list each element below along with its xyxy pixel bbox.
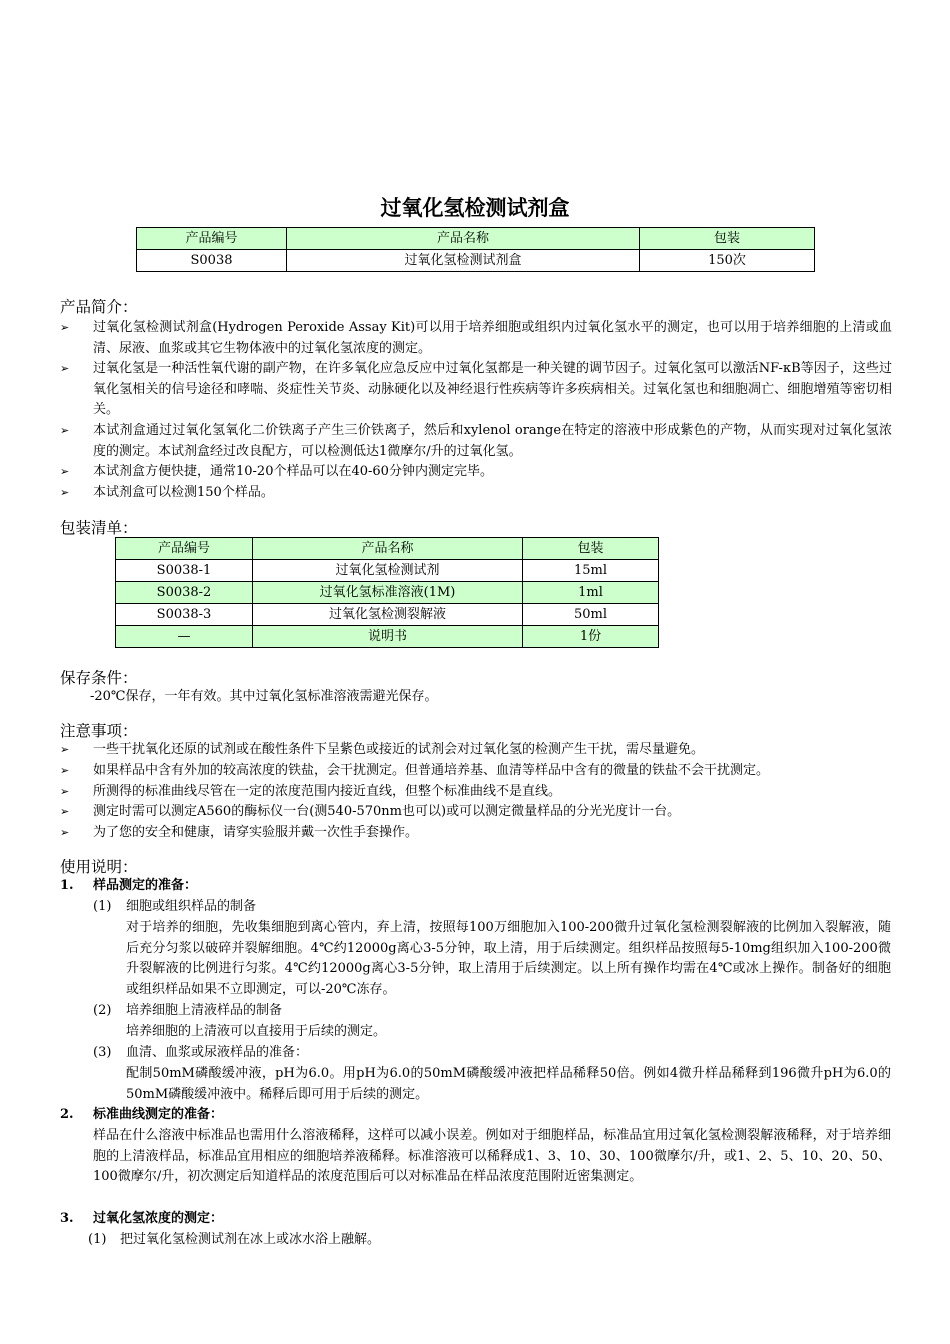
step-number: 1. (60, 878, 74, 893)
note-bullet (60, 802, 892, 823)
table-cell: 过氧化氢标准溶液(1M) (253, 582, 523, 604)
section-heading-notes: 注意事项： (60, 722, 138, 740)
substep-number: (3) (93, 1045, 112, 1060)
table-cell: 50ml (523, 604, 659, 626)
table-row (116, 582, 659, 604)
substep-number: (1) (93, 899, 112, 914)
intro-bullet (60, 318, 892, 359)
section-heading-storage: 保存条件： (60, 669, 138, 687)
substep-text: 培养细胞的上清液可以直接用于后续的测定。 (126, 1024, 387, 1039)
note-bullet (60, 761, 892, 782)
arrow-bullet-icon: ➢ (60, 321, 70, 334)
product-table-header (137, 228, 815, 250)
header-cell: 产品编号 (116, 538, 253, 560)
table-cell: 15ml (523, 560, 659, 582)
note-bullet (60, 740, 892, 761)
header-cell: 产品编号 (137, 228, 287, 250)
header-cell: 产品名称 (253, 538, 523, 560)
step-number: 2. (60, 1107, 74, 1122)
note-bullet (60, 782, 892, 803)
table-cell: 1ml (523, 582, 659, 604)
packing-table (115, 537, 659, 648)
packing-table-header (116, 538, 659, 560)
arrow-bullet-icon: ➢ (60, 743, 70, 756)
header-cell: 包装 (523, 538, 659, 560)
substep-number: (2) (93, 1003, 112, 1018)
header-cell: 包装 (640, 228, 815, 250)
arrow-bullet-icon: ➢ (60, 826, 70, 839)
arrow-bullet-icon: ➢ (60, 424, 70, 437)
intro-bullet (60, 359, 892, 421)
table-cell: 过氧化氢检测试剂盒 (287, 250, 640, 272)
intro-bullet (60, 462, 892, 483)
table-cell: 1份 (523, 626, 659, 648)
substep-text: 配制50mM磷酸缓冲液，pH为6.0。用pH为6.0的50mM磷酸缓冲液把样品稀释50倍。例如4微升样品稀释到196微升pH为6.0的50mM磷酸缓冲液中。稀释后即可用于后续的测定。 (126, 1066, 891, 1102)
arrow-bullet-icon: ➢ (60, 486, 70, 499)
table-cell: 150次 (640, 250, 815, 272)
bullet-text: 所测得的标准曲线尽管在一定的浓度范围内接近直线，但整个标准曲线不是直线。 (93, 784, 562, 799)
substep-title: 细胞或组织样品的制备 (126, 899, 257, 914)
table-cell: S0038-1 (116, 560, 253, 582)
bullet-text: 一些干扰氧化还原的试剂或在酸性条件下呈紫色或接近的试剂会对过氧化氢的检测产生干扰，需尽量避免。 (93, 742, 705, 757)
section-heading-usage: 使用说明： (60, 858, 138, 876)
arrow-bullet-icon: ➢ (60, 785, 70, 798)
table-row (116, 560, 659, 582)
substep-title: 血清、血浆或尿液样品的准备： (126, 1045, 309, 1060)
step-title: 样品测定的准备： (93, 878, 198, 893)
section-heading-intro: 产品简介： (60, 298, 138, 316)
product-table (136, 227, 815, 272)
bullet-text: 本试剂盒可以检测150个样品。 (93, 485, 274, 500)
intro-bullet (60, 483, 892, 504)
section-heading-packing: 包装清单： (60, 519, 138, 537)
bullet-text: 过氧化氢检测试剂盒(Hydrogen Peroxide Assay Kit)可以用于培养细胞或组织内过氧化氢水平的测定，也可以用于培养细胞的上清或血清、尿液、血浆或其它生物体液中的过氧化氢浓度的测定。 (93, 320, 892, 356)
arrow-bullet-icon: ➢ (60, 805, 70, 818)
table-cell: S0038-3 (116, 604, 253, 626)
bullet-text: 本试剂盒方便快捷，通常10-20个样品可以在40-60分钟内测定完毕。 (93, 464, 493, 479)
table-cell: — (116, 626, 253, 648)
intro-bullet (60, 421, 892, 462)
table-cell: 过氧化氢检测试剂 (253, 560, 523, 582)
bullet-text: 过氧化氢是一种活性氧代谢的副产物，在许多氧化应急反应中过氧化氢都是一种关键的调节因子。过氧化氢可以激活NF-κB等因子，这些过氧化氢相关的信号途径和哮喘、炎症性关节炎、动脉硬化以及神经退行性疾病等许多疾病相关。过氧化氢也和细胞凋亡、细胞增殖等密切相关。 (93, 361, 892, 417)
step-title: 标准曲线测定的准备： (93, 1107, 224, 1122)
bullet-text: 本试剂盒通过过氧化氢氧化二价铁离子产生三价铁离子，然后和xylenol orange在特定的溶液中形成紫色的产物，从而实现对过氧化氢浓度的测定。本试剂盒经过改良配方，可以检测低达1微摩尔/升的过氧化氢。 (93, 423, 892, 459)
substep-title: 培养细胞上清液样品的制备 (126, 1003, 283, 1018)
arrow-bullet-icon: ➢ (60, 362, 70, 375)
storage-text: -20℃保存，一年有效。其中过氧化氢标准溶液需避光保存。 (90, 689, 438, 704)
header-cell: 产品名称 (287, 228, 640, 250)
bullet-text: 测定时需可以测定A560的酶标仪一台(测540-570nm也可以)或可以测定微量样品的分光光度计一台。 (93, 804, 681, 819)
step-text: 样品在什么溶液中标准品也需用什么溶液稀释，这样可以减小误差。例如对于细胞样品，标准品宜用过氧化氢检测裂解液稀释，对于培养细胞的上清液样品，标准品宜用相应的细胞培养液稀释。标准溶液可以稀释成1、3、10、30、100微摩尔/升，或1、2、5、10、20、50、100微摩尔/升，初次测定后知道样品的浓度范围后可以对标准品在样品浓度范围附近密集测定。 (93, 1128, 891, 1184)
step-number: 3. (60, 1211, 74, 1226)
substep-text: 对于培养的细胞，先收集细胞到离心管内，弃上清，按照每100万细胞加入100-200微升过氧化氢检测裂解液的比例加入裂解液，随后充分匀浆以破碎并裂解细胞。4℃约12000g离心3-5分钟，取上清，用于后续测定。组织样品按照每5-10mg组织加入100-200微升裂解液的比例进行匀浆。4℃约12000g离心3-5分钟，取上清用于后续测定。以上所有操作均需在4℃或冰上操作。制备好的细胞或组织样品如果不立即测定，可以-20℃冻存。 (126, 920, 891, 997)
step-title: 过氧化氢浓度的测定： (93, 1211, 224, 1226)
note-bullet (60, 823, 892, 844)
table-cell: 说明书 (253, 626, 523, 648)
substep-number: (1) (88, 1232, 107, 1247)
arrow-bullet-icon: ➢ (60, 465, 70, 478)
bullet-text: 为了您的安全和健康，请穿实验服并戴一次性手套操作。 (93, 825, 419, 840)
table-row (116, 604, 659, 626)
product-table-row (137, 250, 815, 272)
document-title: 过氧化氢检测试剂盒 (380, 196, 570, 220)
table-row (116, 626, 659, 648)
bullet-text: 如果样品中含有外加的较高浓度的铁盐，会干扰测定。但普通培养基、血清等样品中含有的微量的铁盐不会干扰测定。 (93, 763, 770, 778)
arrow-bullet-icon: ➢ (60, 764, 70, 777)
substep-text: 把过氧化氢检测试剂在冰上或冰水浴上融解。 (120, 1232, 381, 1247)
table-cell: S0038 (137, 250, 287, 272)
table-cell: S0038-2 (116, 582, 253, 604)
table-cell: 过氧化氢检测裂解液 (253, 604, 523, 626)
